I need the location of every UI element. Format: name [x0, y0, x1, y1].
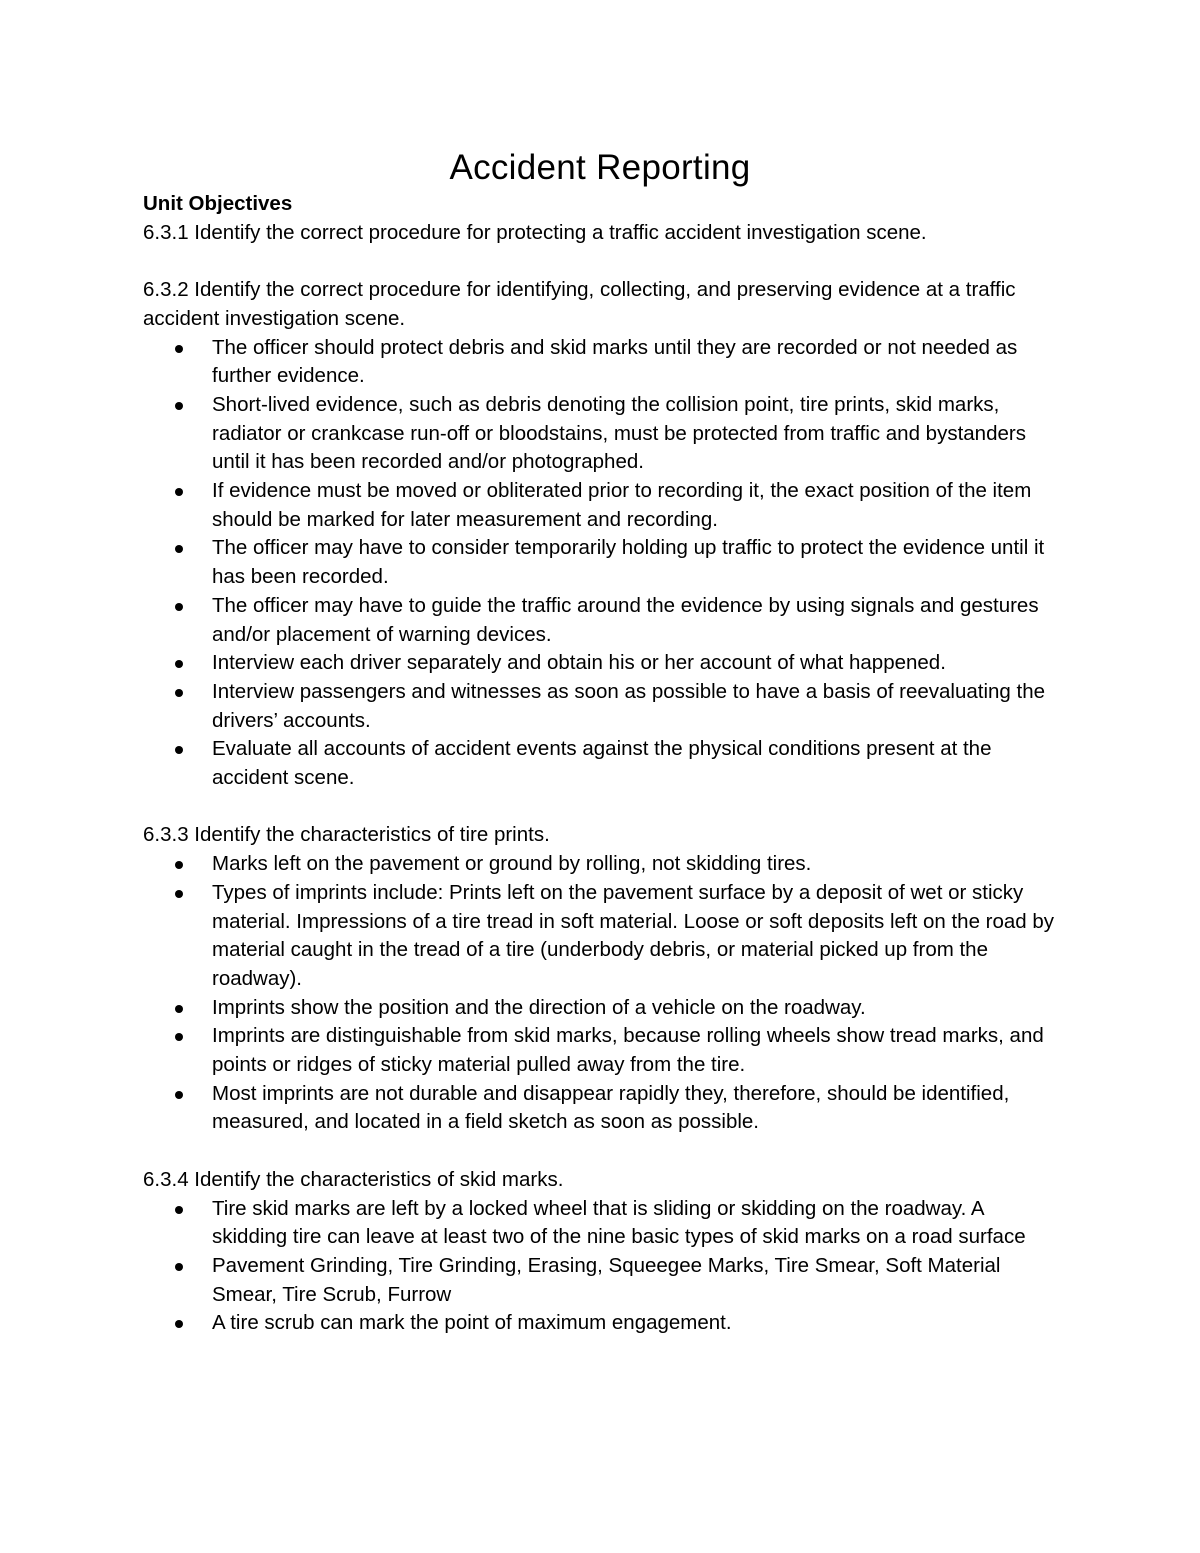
list-item	[143, 1252, 1058, 1309]
bullet-icon	[175, 603, 183, 611]
list-item-text: A tire scrub can mark the point of maximum engagement.	[212, 1311, 732, 1335]
bullet-list	[143, 1195, 1058, 1339]
list-item	[143, 678, 1058, 735]
list-item	[143, 994, 1058, 1023]
bullet-icon	[175, 1320, 183, 1328]
list-item	[143, 1195, 1058, 1252]
bullet-icon	[175, 1263, 183, 1271]
list-item	[143, 592, 1058, 649]
list-item-text: Imprints show the position and the direction of a vehicle on the roadway.	[212, 995, 866, 1019]
list-item	[143, 850, 1058, 879]
list-item-text: The officer may have to consider temporarily holding up traffic to protect the evidence until it has been recorded.	[212, 536, 1045, 589]
list-item-text: Most imprints are not durable and disappear rapidly they, therefore, should be identified, measured, and located in a field sketch as soon as possible.	[212, 1081, 1010, 1134]
bullet-icon	[175, 746, 183, 754]
list-item-text: Imprints are distinguishable from skid marks, because rolling wheels show tread marks, and points or ridges of sticky material pulled away from the tire.	[212, 1024, 1044, 1077]
paragraph-gap	[143, 247, 1058, 276]
list-item-text: Evaluate all accounts of accident events against the physical conditions present at the accident scene.	[212, 737, 992, 790]
bullet-icon	[175, 1005, 183, 1013]
bullet-icon	[175, 1206, 183, 1214]
list-item	[143, 879, 1058, 994]
section-heading: 6.3.2 Identify the correct procedure for identifying, collecting, and preserving evidence at a traffic accident investigation scene.	[143, 278, 1016, 330]
list-item	[143, 1309, 1058, 1338]
section-heading: 6.3.4 Identify the characteristics of skid marks.	[143, 1167, 564, 1191]
bullet-icon	[175, 890, 183, 898]
list-item-text: If evidence must be moved or obliterated prior to recording it, the exact position of the item should be marked for later measurement and recording.	[212, 479, 1032, 531]
paragraph-gap	[143, 1137, 1058, 1166]
bullet-list	[143, 850, 1058, 1137]
bullet-icon	[175, 488, 183, 496]
bullet-icon	[175, 345, 183, 353]
document-body	[143, 190, 1058, 1338]
list-item	[143, 1080, 1058, 1137]
list-item	[143, 735, 1058, 792]
list-item-text: Tire skid marks are left by a locked wheel that is sliding or skidding on the roadway. A skidding tire can leave at least two of the nine basic types of skid marks on a road surface	[212, 1196, 1026, 1249]
list-item	[143, 334, 1058, 391]
bullet-icon	[175, 1033, 183, 1041]
list-item	[143, 534, 1058, 591]
bullet-icon	[175, 689, 183, 697]
document-title: Accident Reporting	[449, 148, 751, 187]
section-heading: 6.3.3 Identify the characteristics of tire prints.	[143, 823, 550, 847]
list-item	[143, 477, 1058, 534]
bullet-icon	[175, 402, 183, 410]
list-item	[143, 391, 1058, 477]
list-item-text: Types of imprints include: Prints left on the pavement surface by a deposit of wet or sticky material. Impressions of a tire tread in soft material. Loose or soft deposits left on the road by material caught in the tread of a tire (underbody debris, or material picked up from the roadway).	[212, 880, 1055, 990]
list-item-text: Interview each driver separately and obtain his or her account of what happened.	[212, 651, 946, 675]
list-item-text: Interview passengers and witnesses as soon as possible to have a basis of reevaluating the drivers’ accounts.	[212, 679, 1046, 732]
bullet-icon	[175, 545, 183, 553]
list-item-text: Pavement Grinding, Tire Grinding, Erasing, Squeegee Marks, Tire Smear, Soft Material Smear, Tire Scrub, Furrow	[212, 1253, 1001, 1306]
bullet-list	[143, 334, 1058, 793]
list-item	[143, 649, 1058, 678]
bullet-icon	[175, 861, 183, 869]
list-item-text: Short-lived evidence, such as debris denoting the collision point, tire prints, skid marks, radiator or crankcase run-off or bloodstains, must be protected from traffic and bystanders until it has been recorded and/or photographed.	[212, 392, 1026, 474]
bullet-icon	[175, 660, 183, 668]
list-item-text: The officer may have to guide the traffic around the evidence by using signals and gestures and/or placement of warning devices.	[212, 593, 1039, 646]
list-item	[143, 1022, 1058, 1079]
bullet-icon	[175, 1091, 183, 1099]
section-heading: 6.3.1 Identify the correct procedure for protecting a traffic accident investigation scene.	[143, 220, 927, 244]
paragraph-gap	[143, 793, 1058, 822]
objectives-heading: Unit Objectives	[143, 192, 293, 215]
list-item-text: The officer should protect debris and skid marks until they are recorded or not needed as further evidence.	[212, 335, 1018, 388]
list-item-text: Marks left on the pavement or ground by rolling, not skidding tires.	[212, 852, 812, 876]
